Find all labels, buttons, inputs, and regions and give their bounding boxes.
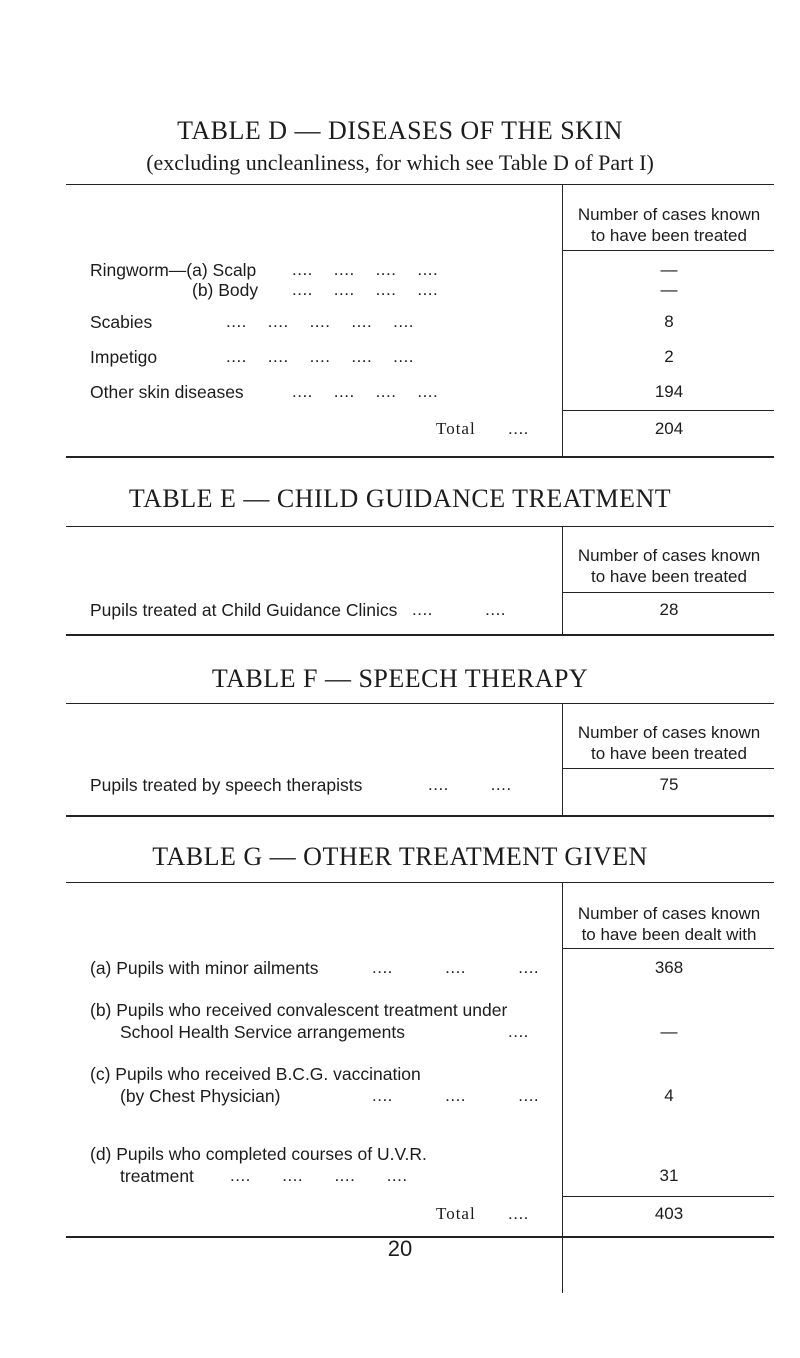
value-speech-therapists: 75 bbox=[659, 775, 679, 794]
table-g-column-header-line1: Number of cases known bbox=[577, 904, 761, 923]
table-f-column-header-line1: Number of cases known bbox=[577, 723, 761, 742]
value-scabies: 8 bbox=[664, 312, 674, 331]
leader-dots: .... .... .... .... .... bbox=[226, 347, 415, 366]
table-d-top-rule bbox=[66, 184, 774, 185]
table-d-total-label: Total bbox=[436, 419, 476, 438]
table-f-top-rule bbox=[66, 703, 774, 704]
row-label-ringworm-scalp: Ringworm—(a) Scalp bbox=[90, 260, 257, 280]
table-d-title: TABLE D — DISEASES OF THE SKIN bbox=[177, 116, 623, 145]
page-number: 20 bbox=[387, 1236, 413, 1261]
leader-dots: .... bbox=[508, 1204, 529, 1223]
table-e-column-header-line1: Number of cases known bbox=[577, 546, 761, 565]
table-d-total-value: 204 bbox=[654, 419, 684, 438]
table-e-column-header-line2: to have been treated bbox=[591, 567, 747, 586]
row-label-bcg-vaccination: (c) Pupils who received B.C.G. vaccination bbox=[90, 1064, 421, 1084]
value-ringworm-body: — bbox=[660, 280, 678, 299]
leader-dots: .... .... .... bbox=[372, 1086, 540, 1105]
table-g-header-rule bbox=[562, 948, 774, 949]
leader-dots: .... .... .... .... .... bbox=[226, 312, 415, 331]
table-e-header-rule bbox=[562, 592, 774, 593]
row-label-convalescent-treatment-line2: School Health Service arrangements bbox=[120, 1022, 406, 1042]
value-ringworm-scalp: — bbox=[660, 260, 678, 279]
leader-dots: .... .... .... bbox=[372, 958, 540, 977]
table-f-column-header-line2: to have been treated bbox=[591, 744, 747, 763]
value-minor-ailments: 368 bbox=[654, 958, 684, 977]
table-e-title: TABLE E — CHILD GUIDANCE TREATMENT bbox=[128, 484, 672, 513]
row-label-uvr-treatment-line2: treatment bbox=[120, 1166, 194, 1186]
table-d-bottom-rule bbox=[66, 456, 774, 458]
leader-dots: .... .... bbox=[428, 775, 512, 794]
row-label-bcg-vaccination-line2: (by Chest Physician) bbox=[120, 1086, 281, 1106]
value-other-skin-diseases: 194 bbox=[654, 382, 684, 401]
table-g-total-value: 403 bbox=[654, 1204, 684, 1223]
row-label-ringworm-body: (b) Body bbox=[192, 280, 259, 300]
leader-dots: .... bbox=[508, 1022, 529, 1041]
row-label-convalescent-treatment: (b) Pupils who received convalescent treatment under bbox=[90, 1000, 508, 1020]
leader-dots: .... .... .... .... bbox=[292, 280, 439, 299]
table-e-bottom-rule bbox=[66, 634, 774, 636]
row-label-minor-ailments: (a) Pupils with minor ailments bbox=[90, 958, 319, 978]
table-e-top-rule bbox=[66, 526, 774, 527]
leader-dots: .... .... .... .... bbox=[292, 382, 439, 401]
value-convalescent-treatment: — bbox=[660, 1022, 678, 1041]
value-uvr-treatment: 31 bbox=[659, 1166, 679, 1185]
table-d-total-rule bbox=[562, 410, 774, 411]
table-g-column-header-line2: to have been dealt with bbox=[581, 925, 757, 944]
table-g-top-rule bbox=[66, 882, 774, 883]
leader-dots: .... .... .... .... bbox=[292, 260, 439, 279]
table-d-column-header-line1: Number of cases known bbox=[577, 205, 761, 224]
value-impetigo: 2 bbox=[664, 347, 674, 366]
row-label-impetigo: Impetigo bbox=[90, 347, 158, 367]
leader-dots: .... .... bbox=[412, 600, 507, 619]
leader-dots: .... bbox=[508, 419, 529, 438]
row-label-other-skin-diseases: Other skin diseases bbox=[90, 382, 244, 402]
value-child-guidance-clinics: 28 bbox=[659, 600, 679, 619]
table-f-bottom-rule bbox=[66, 815, 774, 817]
row-label-uvr-treatment: (d) Pupils who completed courses of U.V.R. bbox=[90, 1144, 427, 1164]
leader-dots: .... .... .... .... bbox=[230, 1166, 408, 1185]
table-d-column-header-line2: to have been treated bbox=[591, 226, 747, 245]
table-f-title: TABLE F — SPEECH THERAPY bbox=[211, 664, 589, 693]
table-d-header-rule bbox=[562, 250, 774, 251]
table-g-total-label: Total bbox=[436, 1204, 476, 1223]
table-d-subtitle: (excluding uncleanliness, for which see Table D of Part I) bbox=[146, 150, 654, 175]
row-label-scabies: Scabies bbox=[90, 312, 153, 332]
row-label-speech-therapists: Pupils treated by speech therapists bbox=[90, 775, 363, 795]
row-label-child-guidance-clinics: Pupils treated at Child Guidance Clinics bbox=[90, 600, 398, 620]
value-bcg-vaccination: 4 bbox=[664, 1086, 674, 1105]
table-g-title: TABLE G — OTHER TREATMENT GIVEN bbox=[152, 842, 648, 871]
table-f-header-rule bbox=[562, 768, 774, 769]
table-g-total-rule bbox=[562, 1196, 774, 1197]
